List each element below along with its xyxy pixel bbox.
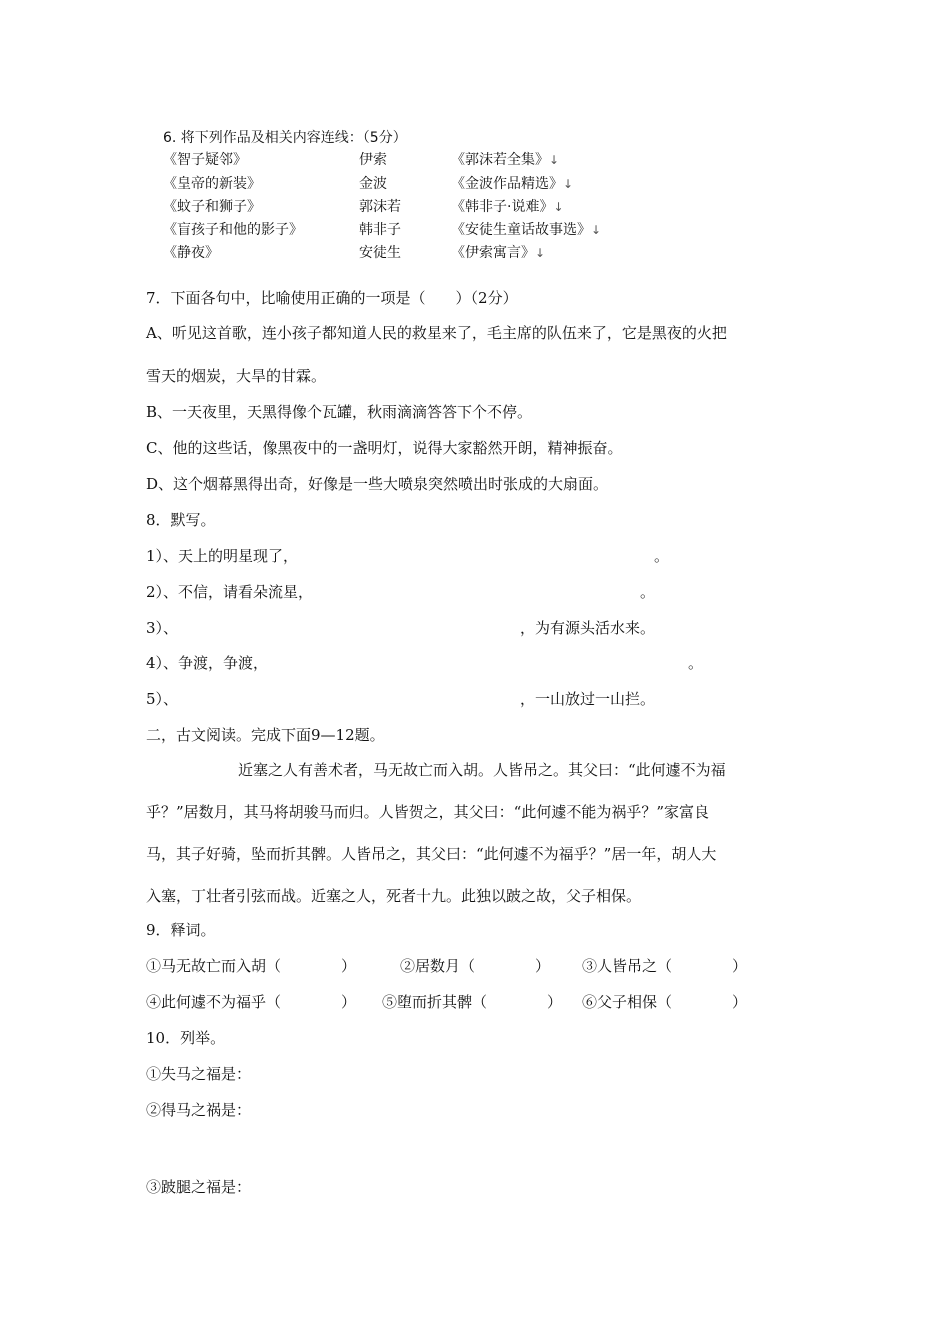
q9-item: ⑥父子相保（ ） <box>582 993 748 1011</box>
q7-option-b: B、一天夜里，天黑得像个瓦罐，秋雨滴滴答答下个不停。 <box>146 403 533 421</box>
q6-book: 《韩非子·说难》↓ <box>451 199 564 215</box>
passage-line: 近塞之人有善术者，马无故亡而入胡。人皆吊之。其父曰：“此何遽不为福 <box>238 761 726 779</box>
q9-item: ⑤堕而折其髀（ ） <box>382 993 563 1011</box>
q9-title: 9．释词。 <box>146 921 216 939</box>
q6-author: 金波 <box>359 176 387 192</box>
q6-book: 《伊索寓言》↓ <box>451 245 546 261</box>
q8-item: 3）、 <box>146 619 179 637</box>
q8-item: 5）、 <box>146 690 179 708</box>
q8-item-tail: 。 <box>640 583 656 601</box>
q9-item: ③人皆吊之（ ） <box>582 957 748 975</box>
q8-item-tail: 。 <box>654 547 670 565</box>
q7-option-d: D、这个烟幕黑得出奇，好像是一些大喷泉突然喷出时张成的大扇面。 <box>146 475 609 493</box>
q7-stem: 7．下面各句中，比喻使用正确的一项是（ ）（2分） <box>146 289 518 307</box>
q8-item-tail: ，一山放过一山拦。 <box>520 690 656 708</box>
q6-author: 安徒生 <box>359 245 401 261</box>
q8-item: 2）、不信，请看朵流星， <box>146 583 314 601</box>
q10-item: ②得马之祸是： <box>146 1101 252 1119</box>
q8-item-tail: ，为有源头活水来。 <box>520 619 656 637</box>
q6-work: 《皇帝的新装》 <box>163 176 261 192</box>
passage-line: 入塞，丁壮者引弦而战。近塞之人，死者十九。此独以跛之故，父子相保。 <box>146 887 642 905</box>
q6-author: 郭沫若 <box>359 199 401 215</box>
q7-option-c: C、他的这些话，像黑夜中的一盏明灯，说得大家豁然开朗，精神振奋。 <box>146 439 623 457</box>
section2-title: 二，古文阅读。完成下面9—12题。 <box>146 726 385 744</box>
q6-work: 《静夜》 <box>163 245 219 261</box>
q10-item: ③跛腿之福是： <box>146 1178 252 1196</box>
q6-work: 《蚊子和狮子》 <box>163 199 261 215</box>
q6-work: 《智子疑邻》 <box>163 152 247 168</box>
q6-author: 伊索 <box>359 152 387 168</box>
passage-line: 马，其子好骑，坠而折其髀。人皆吊之，其父曰：“此何遽不为福乎？”居一年，胡人大 <box>146 845 717 863</box>
q7-option-a: A、听见这首歌，连小孩子都知道人民的救星来了，毛主席的队伍来了，它是黑夜的火把 <box>146 324 727 342</box>
q9-item: ④此何遽不为福乎（ ） <box>146 993 357 1011</box>
q7-option-a-cont: 雪天的烟炭，大旱的甘霖。 <box>146 367 327 385</box>
q8-item: 4）、争渡，争渡， <box>146 654 269 672</box>
q6-heading: 6. 将下列作品及相关内容连线：（5分） <box>163 130 407 146</box>
q10-title: 10．列举。 <box>146 1029 226 1047</box>
q6-work: 《盲孩子和他的影子》 <box>163 222 303 238</box>
q8-item: 1）、天上的明星现了， <box>146 547 299 565</box>
q8-item-tail: 。 <box>688 654 704 672</box>
q6-book: 《金波作品精选》↓ <box>451 176 574 192</box>
q10-item: ①失马之福是： <box>146 1065 252 1083</box>
q9-item: ②居数月（ ） <box>400 957 551 975</box>
q6-book: 《郭沫若全集》↓ <box>451 152 560 168</box>
q6-author: 韩非子 <box>359 222 401 238</box>
q9-item: ①马无故亡而入胡（ ） <box>146 957 357 975</box>
q6-book: 《安徒生童话故事选》↓ <box>451 222 602 238</box>
passage-line: 乎？”居数月，其马将胡骏马而归。人皆贺之，其父曰：“此何遽不能为祸乎？”家富良 <box>146 803 710 821</box>
q8-title: 8．默写。 <box>146 511 216 529</box>
